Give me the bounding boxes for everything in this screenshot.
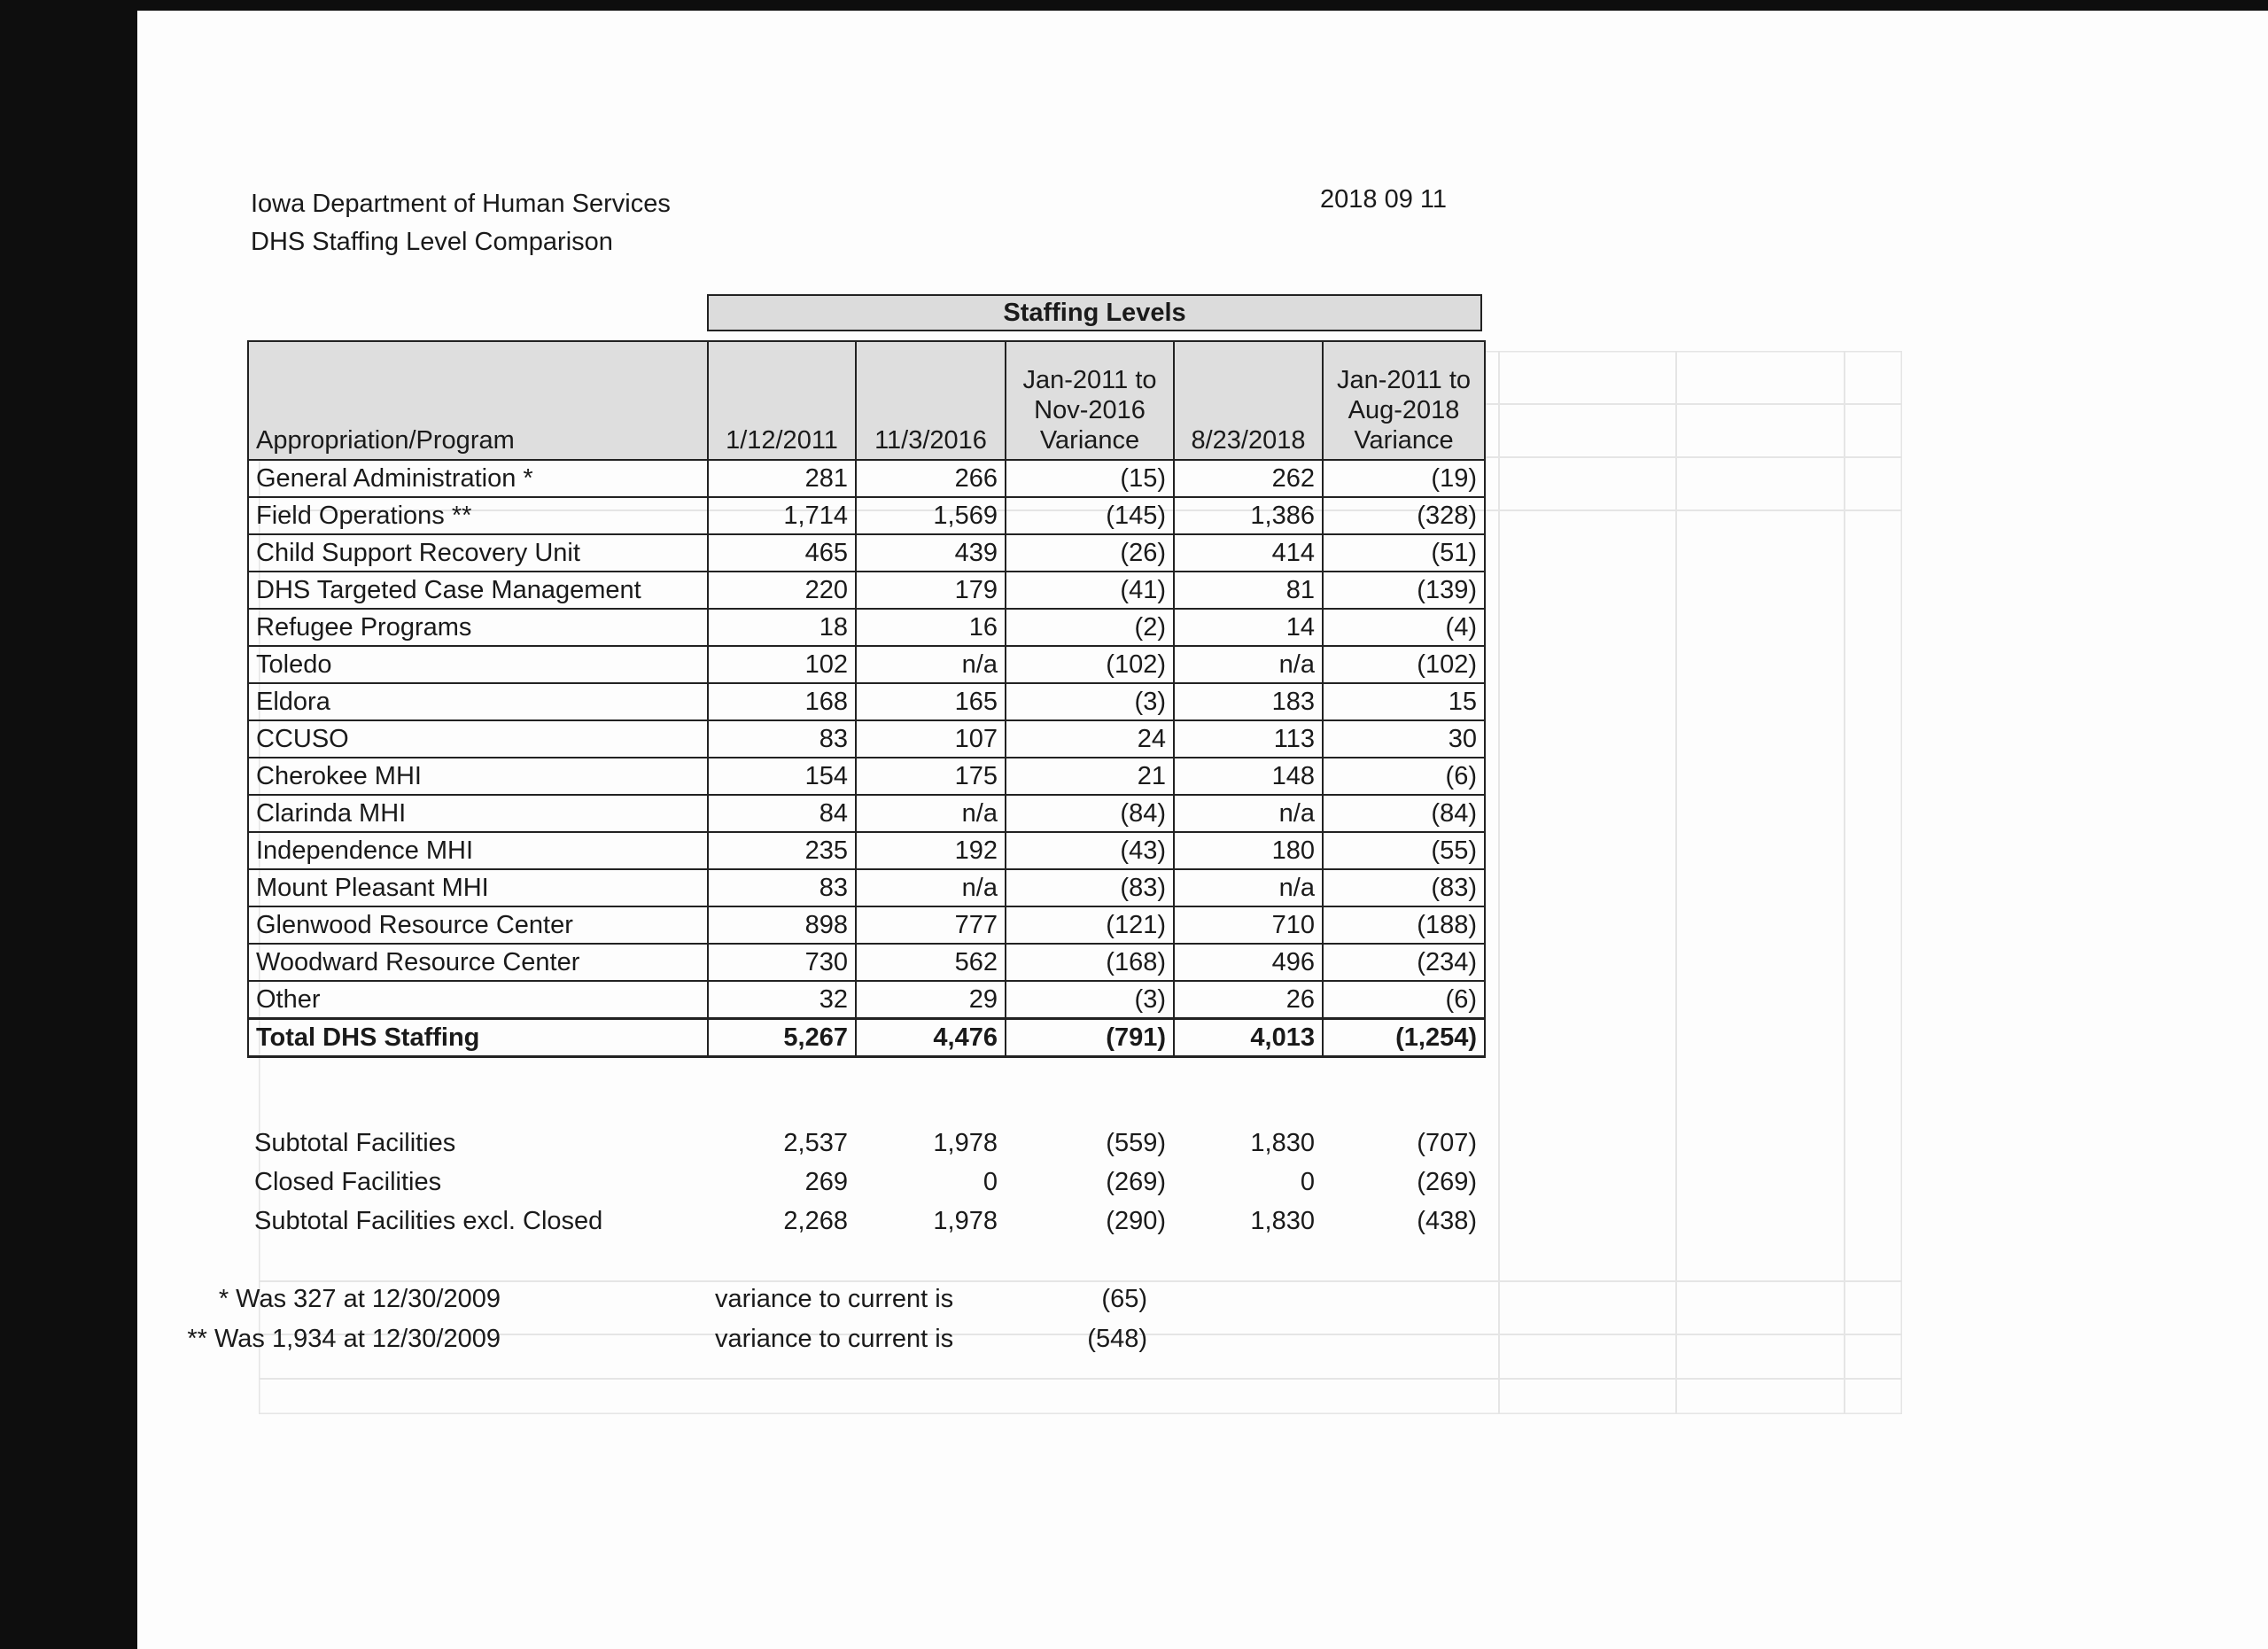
value-2016: 0 <box>983 1168 998 1196</box>
total-row <box>248 1019 1485 1057</box>
variance-2016: (121) <box>1006 906 1174 944</box>
header-line: Aug-2018 <box>1348 396 1460 424</box>
value-2018: 496 <box>1174 944 1323 981</box>
table-row <box>248 981 1485 1019</box>
variance-2016: (84) <box>1006 795 1174 832</box>
value-2016: 1,978 <box>933 1129 998 1157</box>
variance-2016: (559) <box>1106 1129 1166 1157</box>
value-2016: 165 <box>856 683 1006 720</box>
value-2018: n/a <box>1174 646 1323 683</box>
variance-2018: (4) <box>1323 609 1485 646</box>
variance-2016: (43) <box>1006 832 1174 869</box>
total-2016: 4,476 <box>856 1019 1006 1057</box>
value-2016: 179 <box>856 572 1006 609</box>
total-label: Total DHS Staffing <box>248 1019 708 1057</box>
value-2018: 183 <box>1174 683 1323 720</box>
value-2011: 220 <box>708 572 856 609</box>
value-2018: 14 <box>1174 609 1323 646</box>
table-row <box>248 832 1485 869</box>
variance-2018: (51) <box>1323 534 1485 572</box>
variance-2018: 30 <box>1323 720 1485 758</box>
program-name: General Administration * <box>248 460 708 497</box>
variance-2018: (84) <box>1323 795 1485 832</box>
report-title: DHS Staffing Level Comparison <box>251 228 613 256</box>
value-2018: n/a <box>1174 795 1323 832</box>
scan-edge-left <box>0 0 137 1649</box>
variance-2016: (102) <box>1006 646 1174 683</box>
variance-2018: (19) <box>1323 460 1485 497</box>
variance-2016: (41) <box>1006 572 1174 609</box>
value-2016: 266 <box>856 460 1006 497</box>
value-2016: 439 <box>856 534 1006 572</box>
subtotal-row <box>247 1163 1484 1202</box>
variance-2016: (3) <box>1006 683 1174 720</box>
value-2018: 262 <box>1174 460 1323 497</box>
table-row <box>248 460 1485 497</box>
col-header-2018: 8/23/2018 <box>1174 341 1323 460</box>
value-2016: 777 <box>856 906 1006 944</box>
program-name: Eldora <box>248 683 708 720</box>
col-header-2016: 11/3/2016 <box>856 341 1006 460</box>
value-2016: n/a <box>856 646 1006 683</box>
variance-2016: (83) <box>1006 869 1174 906</box>
variance-2016: (2) <box>1006 609 1174 646</box>
value-2016: 1,978 <box>933 1207 998 1235</box>
value-2011: 898 <box>708 906 856 944</box>
variance-2016: (26) <box>1006 534 1174 572</box>
staffing-table <box>247 340 1486 1058</box>
variance-2016: (269) <box>1106 1168 1166 1196</box>
value-2011: 154 <box>708 758 856 795</box>
header-line: Jan-2011 to <box>1022 366 1157 394</box>
program-name: DHS Targeted Case Management <box>248 572 708 609</box>
table-row <box>248 609 1485 646</box>
variance-2016: 24 <box>1006 720 1174 758</box>
variance-2016: (290) <box>1106 1207 1166 1235</box>
table-row <box>248 683 1485 720</box>
table-row <box>248 534 1485 572</box>
organization-name: Iowa Department of Human Services <box>251 190 671 218</box>
header-line: Variance <box>1039 426 1140 455</box>
value-2011: 730 <box>708 944 856 981</box>
value-2018: 113 <box>1174 720 1323 758</box>
program-name: Independence MHI <box>248 832 708 869</box>
variance-2018: (6) <box>1323 758 1485 795</box>
value-2016: 562 <box>856 944 1006 981</box>
table-row <box>248 906 1485 944</box>
program-name: Child Support Recovery Unit <box>248 534 708 572</box>
value-2011: 32 <box>708 981 856 1019</box>
staffing-levels-header: Staffing Levels <box>707 294 1482 331</box>
table-row <box>248 795 1485 832</box>
value-2011: 2,537 <box>783 1129 848 1157</box>
value-2011: 2,268 <box>783 1207 848 1235</box>
footnote-text: variance to current is <box>715 1325 954 1353</box>
header-line: Nov-2016 <box>1034 396 1146 424</box>
header-line: Jan-2011 to <box>1336 366 1472 394</box>
variance-2018: (83) <box>1323 869 1485 906</box>
variance-2016: (168) <box>1006 944 1174 981</box>
value-2016: 1,569 <box>856 497 1006 534</box>
value-2011: 18 <box>708 609 856 646</box>
scan-edge-top <box>0 0 2268 11</box>
variance-2018: 15 <box>1323 683 1485 720</box>
value-2016: 29 <box>856 981 1006 1019</box>
table-row <box>248 497 1485 534</box>
variance-2016: (3) <box>1006 981 1174 1019</box>
col-header-variance-2016 <box>1006 341 1174 460</box>
variance-2018: (234) <box>1323 944 1485 981</box>
value-2016: 107 <box>856 720 1006 758</box>
value-2011: 269 <box>804 1168 848 1196</box>
subtotal-row <box>247 1124 1484 1163</box>
total-variance-2018: (1,254) <box>1323 1019 1485 1057</box>
program-name: Field Operations ** <box>248 497 708 534</box>
value-2018: 710 <box>1174 906 1323 944</box>
value-2011: 1,714 <box>708 497 856 534</box>
table-row <box>248 944 1485 981</box>
value-2016: 16 <box>856 609 1006 646</box>
variance-2018: (188) <box>1323 906 1485 944</box>
col-header-variance-2018 <box>1323 341 1485 460</box>
value-2018: 0 <box>1300 1168 1315 1196</box>
col-header-2011: 1/12/2011 <box>708 341 856 460</box>
subtotal-row <box>247 1202 1484 1241</box>
footnote-value: (548) <box>1087 1325 1147 1353</box>
program-name: Glenwood Resource Center <box>248 906 708 944</box>
value-2016: n/a <box>856 795 1006 832</box>
program-name: Other <box>248 981 708 1019</box>
footnote-row <box>218 1280 1484 1319</box>
footnotes <box>187 1280 1484 1359</box>
value-2018: 1,830 <box>1250 1129 1315 1157</box>
header-line: Variance <box>1354 426 1454 455</box>
program-name: CCUSO <box>248 720 708 758</box>
value-2011: 102 <box>708 646 856 683</box>
value-2016: n/a <box>856 869 1006 906</box>
subtotal-label: Closed Facilities <box>254 1168 442 1196</box>
variance-2018: (328) <box>1323 497 1485 534</box>
footnote-label: ** Was 1,934 at 12/30/2009 <box>187 1325 501 1353</box>
variance-2016: (15) <box>1006 460 1174 497</box>
value-2018: 1,386 <box>1174 497 1323 534</box>
program-name: Refugee Programs <box>248 609 708 646</box>
value-2011: 83 <box>708 869 856 906</box>
value-2018: 26 <box>1174 981 1323 1019</box>
table-header-row <box>248 341 1485 460</box>
subtotals-table <box>247 1124 1484 1241</box>
variance-2018: (6) <box>1323 981 1485 1019</box>
variance-2018: (707) <box>1417 1129 1477 1157</box>
program-name: Clarinda MHI <box>248 795 708 832</box>
value-2011: 235 <box>708 832 856 869</box>
col-header-program: Appropriation/Program <box>248 341 708 460</box>
table-row <box>248 572 1485 609</box>
value-2018: 81 <box>1174 572 1323 609</box>
variance-2018: (55) <box>1323 832 1485 869</box>
value-2011: 84 <box>708 795 856 832</box>
value-2018: n/a <box>1174 869 1323 906</box>
table-row <box>248 646 1485 683</box>
total-2018: 4,013 <box>1174 1019 1323 1057</box>
program-name: Woodward Resource Center <box>248 944 708 981</box>
footnote-text: variance to current is <box>715 1285 954 1313</box>
value-2011: 83 <box>708 720 856 758</box>
footnote-value: (65) <box>1101 1285 1147 1313</box>
total-variance-2016: (791) <box>1006 1019 1174 1057</box>
value-2011: 465 <box>708 534 856 572</box>
value-2011: 168 <box>708 683 856 720</box>
variance-2018: (438) <box>1417 1207 1477 1235</box>
footnote-row <box>187 1319 1484 1359</box>
value-2016: 192 <box>856 832 1006 869</box>
subtotal-label: Subtotal Facilities <box>254 1129 456 1157</box>
footnote-label: * Was 327 at 12/30/2009 <box>218 1285 501 1313</box>
value-2016: 175 <box>856 758 1006 795</box>
value-2018: 1,830 <box>1250 1207 1315 1235</box>
value-2011: 281 <box>708 460 856 497</box>
variance-2018: (102) <box>1323 646 1485 683</box>
subtotal-label: Subtotal Facilities excl. Closed <box>254 1207 603 1235</box>
program-name: Cherokee MHI <box>248 758 708 795</box>
variance-2016: (145) <box>1006 497 1174 534</box>
report-date: 2018 09 11 <box>1320 185 1447 214</box>
total-2011: 5,267 <box>708 1019 856 1057</box>
table-row <box>248 720 1485 758</box>
program-name: Toledo <box>248 646 708 683</box>
value-2018: 148 <box>1174 758 1323 795</box>
program-name: Mount Pleasant MHI <box>248 869 708 906</box>
variance-2018: (139) <box>1323 572 1485 609</box>
table-row <box>248 758 1485 795</box>
variance-2016: 21 <box>1006 758 1174 795</box>
variance-2018: (269) <box>1417 1168 1477 1196</box>
value-2018: 414 <box>1174 534 1323 572</box>
table-row <box>248 869 1485 906</box>
value-2018: 180 <box>1174 832 1323 869</box>
